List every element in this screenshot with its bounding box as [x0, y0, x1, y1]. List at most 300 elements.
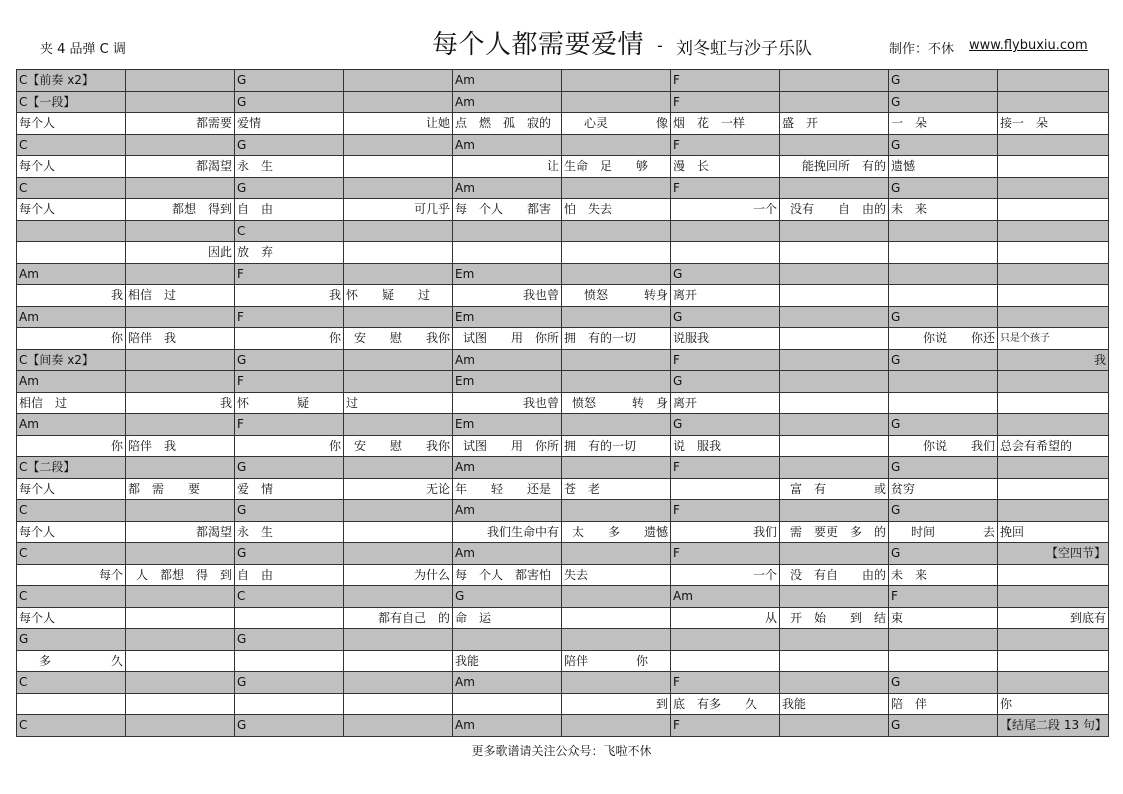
- lyric-cell: 我: [17, 285, 126, 307]
- chord-cell: [998, 500, 1109, 522]
- lyric-cell: 漫 长: [671, 156, 780, 178]
- chord-cell: G: [671, 414, 780, 436]
- lyric-cell: 永 生: [235, 522, 344, 544]
- chord-cell: G: [235, 350, 344, 372]
- lyric-cell: 让: [453, 156, 562, 178]
- chord-cell: [889, 371, 998, 393]
- lyric-cell: [780, 436, 889, 458]
- lyric-cell: 富 有 或: [780, 479, 889, 501]
- chord-cell: [126, 70, 235, 92]
- lyric-cell: 说服我: [671, 328, 780, 350]
- chord-cell: F: [671, 672, 780, 694]
- chord-cell: [453, 629, 562, 651]
- lyric-cell: [998, 156, 1109, 178]
- lyric-cell: [780, 242, 889, 264]
- lyric-cell: 都渴望: [126, 156, 235, 178]
- lyric-cell: 烟 花 一样: [671, 113, 780, 135]
- lyric-cell: 离开: [671, 393, 780, 415]
- chord-cell: 我: [998, 350, 1109, 372]
- chord-sheet-grid: [16, 69, 1109, 737]
- chord-cell: [344, 500, 453, 522]
- footer-note: 更多歌谱请关注公众号：飞啦不休: [471, 744, 652, 758]
- chord-cell: G: [889, 414, 998, 436]
- lyric-cell: 拥 有的一切: [562, 436, 671, 458]
- lyric-cell: 愤怒 转身: [562, 285, 671, 307]
- chord-cell: [126, 586, 235, 608]
- lyric-row: [17, 436, 1109, 458]
- chord-cell: C: [17, 715, 126, 737]
- chord-cell: [344, 135, 453, 157]
- chord-cell: [562, 264, 671, 286]
- chord-cell: [780, 543, 889, 565]
- chord-cell: C: [17, 543, 126, 565]
- chord-cell: F: [235, 371, 344, 393]
- chord-cell: [126, 500, 235, 522]
- chord-cell: G: [235, 715, 344, 737]
- chord-cell: [998, 629, 1109, 651]
- chord-cell: F: [671, 500, 780, 522]
- chord-cell: G: [235, 135, 344, 157]
- lyric-cell: 束: [889, 608, 998, 630]
- chord-row: [17, 414, 1109, 436]
- lyric-cell: 失去: [562, 565, 671, 587]
- lyric-cell: 心灵 像: [562, 113, 671, 135]
- lyric-cell: 离开: [671, 285, 780, 307]
- chord-cell: F: [671, 457, 780, 479]
- lyric-cell: 人 都想 得 到: [126, 565, 235, 587]
- chord-cell: [998, 92, 1109, 114]
- lyric-cell: 每个: [17, 565, 126, 587]
- chord-cell: [562, 135, 671, 157]
- chord-cell: G: [235, 457, 344, 479]
- chord-cell: F: [235, 414, 344, 436]
- chord-cell: [126, 715, 235, 737]
- sheet-header: [0, 0, 1123, 66]
- chord-cell: [17, 221, 126, 243]
- chord-cell: [344, 178, 453, 200]
- chord-cell: [562, 221, 671, 243]
- lyric-cell: 我: [235, 285, 344, 307]
- chord-row: [17, 70, 1109, 92]
- chord-cell: [344, 672, 453, 694]
- chord-cell: [562, 307, 671, 329]
- chord-cell: [126, 221, 235, 243]
- chord-cell: C【一段】: [17, 92, 126, 114]
- lyric-row: [17, 694, 1109, 716]
- lyric-cell: [998, 242, 1109, 264]
- lyric-cell: 到: [562, 694, 671, 716]
- chord-cell: G: [889, 307, 998, 329]
- chord-cell: [889, 221, 998, 243]
- chord-cell: [344, 629, 453, 651]
- chord-cell: Am: [17, 307, 126, 329]
- chord-cell: [780, 70, 889, 92]
- lyric-cell: 怀 疑 过: [344, 285, 453, 307]
- lyric-cell: [235, 694, 344, 716]
- chord-cell: [562, 543, 671, 565]
- chord-cell: G: [889, 500, 998, 522]
- chord-row: [17, 629, 1109, 651]
- chord-cell: [780, 92, 889, 114]
- chord-row: [17, 457, 1109, 479]
- chord-cell: Em: [453, 414, 562, 436]
- lyric-cell: 盛 开: [780, 113, 889, 135]
- lyric-cell: 每个人: [17, 199, 126, 221]
- chord-cell: C【前奏 x2】: [17, 70, 126, 92]
- lyric-cell: 能挽回所 有的: [780, 156, 889, 178]
- chord-cell: [126, 457, 235, 479]
- lyric-cell: 为什么: [344, 565, 453, 587]
- chord-cell: Am: [453, 70, 562, 92]
- chord-cell: [780, 264, 889, 286]
- chord-cell: Em: [453, 264, 562, 286]
- lyric-cell: [998, 393, 1109, 415]
- lyric-row: [17, 242, 1109, 264]
- chord-cell: [998, 70, 1109, 92]
- chord-row: [17, 371, 1109, 393]
- chord-cell: [998, 457, 1109, 479]
- chord-cell: F: [889, 586, 998, 608]
- lyric-cell: 多 久: [17, 651, 126, 673]
- lyric-cell: 永 生: [235, 156, 344, 178]
- chord-cell: 【空四节】: [998, 543, 1109, 565]
- lyric-cell: [780, 328, 889, 350]
- lyric-cell: 爱 情: [235, 479, 344, 501]
- lyric-cell: 你说 你还: [889, 328, 998, 350]
- chord-cell: C: [17, 135, 126, 157]
- lyric-cell: 每个人: [17, 479, 126, 501]
- chord-cell: [562, 350, 671, 372]
- chord-cell: [562, 715, 671, 737]
- lyric-cell: 都渴望: [126, 522, 235, 544]
- chord-cell: 【结尾二段 13 句】: [998, 715, 1109, 737]
- chord-cell: G: [17, 629, 126, 651]
- chord-cell: F: [671, 70, 780, 92]
- chord-cell: G: [671, 371, 780, 393]
- lyric-cell: [126, 608, 235, 630]
- lyric-cell: 我: [126, 393, 235, 415]
- lyric-cell: [126, 694, 235, 716]
- chord-cell: Am: [453, 135, 562, 157]
- chord-cell: C: [17, 500, 126, 522]
- chord-cell: [126, 543, 235, 565]
- chord-cell: [998, 264, 1109, 286]
- lyric-cell: 生命 足 够: [562, 156, 671, 178]
- lyric-cell: 一个: [671, 565, 780, 587]
- lyric-cell: [453, 694, 562, 716]
- lyric-cell: [889, 242, 998, 264]
- chord-row: [17, 221, 1109, 243]
- chord-cell: Em: [453, 307, 562, 329]
- chord-cell: C【间奏 x2】: [17, 350, 126, 372]
- chord-cell: C: [17, 178, 126, 200]
- chord-cell: Am: [453, 178, 562, 200]
- chord-cell: Am: [453, 457, 562, 479]
- chord-row: [17, 715, 1109, 737]
- lyric-cell: [889, 651, 998, 673]
- lyric-cell: 相信 过: [126, 285, 235, 307]
- chord-cell: [780, 414, 889, 436]
- chord-cell: F: [671, 135, 780, 157]
- chord-cell: F: [671, 178, 780, 200]
- lyric-cell: 都 需 要: [126, 479, 235, 501]
- lyric-row: [17, 479, 1109, 501]
- lyric-cell: 每 个人 都害怕: [453, 565, 562, 587]
- lyric-cell: 陪伴 我: [126, 436, 235, 458]
- chord-cell: G: [671, 264, 780, 286]
- lyric-cell: [235, 651, 344, 673]
- chord-cell: [126, 629, 235, 651]
- chord-cell: Am: [453, 350, 562, 372]
- lyric-row: [17, 393, 1109, 415]
- chord-cell: [889, 629, 998, 651]
- lyric-cell: 怀 疑: [235, 393, 344, 415]
- lyric-cell: 说 服我: [671, 436, 780, 458]
- song-title: 每个人都需要爱情: [432, 30, 645, 60]
- chord-cell: Am: [17, 414, 126, 436]
- lyric-cell: 自 由: [235, 199, 344, 221]
- lyric-row: [17, 565, 1109, 587]
- lyric-row: [17, 285, 1109, 307]
- lyric-cell: 每个人: [17, 522, 126, 544]
- lyric-cell: 你: [235, 328, 344, 350]
- lyric-cell: 开 始 到 结: [780, 608, 889, 630]
- lyric-cell: [780, 651, 889, 673]
- chord-row: [17, 586, 1109, 608]
- lyric-cell: [17, 242, 126, 264]
- lyric-cell: 让她: [344, 113, 453, 135]
- lyric-cell: [344, 156, 453, 178]
- chord-cell: [126, 92, 235, 114]
- chord-cell: [344, 70, 453, 92]
- lyric-cell: [671, 479, 780, 501]
- chord-cell: [126, 672, 235, 694]
- lyric-cell: 爱情: [235, 113, 344, 135]
- lyric-cell: [671, 651, 780, 673]
- chord-cell: G: [235, 672, 344, 694]
- chord-cell: G: [889, 178, 998, 200]
- chord-cell: [671, 221, 780, 243]
- lyric-cell: [780, 285, 889, 307]
- lyric-cell: [998, 285, 1109, 307]
- chord-row: [17, 135, 1109, 157]
- chord-cell: [889, 264, 998, 286]
- lyric-cell: [889, 285, 998, 307]
- chord-cell: [344, 350, 453, 372]
- chord-cell: Am: [453, 92, 562, 114]
- lyric-cell: 每 个人 都害: [453, 199, 562, 221]
- chord-cell: [344, 414, 453, 436]
- lyric-cell: [889, 393, 998, 415]
- chord-cell: G: [235, 70, 344, 92]
- chord-cell: [780, 500, 889, 522]
- chord-cell: G: [235, 178, 344, 200]
- lyric-cell: [126, 651, 235, 673]
- chord-row: [17, 543, 1109, 565]
- lyric-cell: [780, 393, 889, 415]
- lyric-cell: 每个人: [17, 608, 126, 630]
- lyric-cell: 一 朵: [889, 113, 998, 135]
- chord-cell: C: [235, 586, 344, 608]
- lyric-cell: [998, 199, 1109, 221]
- chord-cell: Am: [453, 500, 562, 522]
- chord-cell: F: [235, 307, 344, 329]
- chord-cell: G: [671, 307, 780, 329]
- chord-cell: [780, 221, 889, 243]
- chord-cell: G: [889, 543, 998, 565]
- lyric-cell: 放 弃: [235, 242, 344, 264]
- lyric-cell: 都有自己 的: [344, 608, 453, 630]
- lyric-cell: 太 多 遗憾: [562, 522, 671, 544]
- lyric-cell: 你说 我们: [889, 436, 998, 458]
- lyric-cell: 到底有: [998, 608, 1109, 630]
- chord-cell: G: [889, 92, 998, 114]
- lyric-cell: 贫穷: [889, 479, 998, 501]
- lyric-cell: 命 运: [453, 608, 562, 630]
- chord-cell: G: [889, 350, 998, 372]
- chord-cell: [780, 586, 889, 608]
- chord-cell: Am: [671, 586, 780, 608]
- lyric-cell: [344, 651, 453, 673]
- lyric-cell: 无论: [344, 479, 453, 501]
- chord-cell: [344, 307, 453, 329]
- lyric-cell: 我们: [671, 522, 780, 544]
- chord-cell: [126, 350, 235, 372]
- lyric-cell: 从: [671, 608, 780, 630]
- chord-cell: C: [17, 672, 126, 694]
- chord-cell: Am: [453, 672, 562, 694]
- chord-cell: G: [889, 672, 998, 694]
- lyric-cell: [344, 694, 453, 716]
- chord-cell: [344, 586, 453, 608]
- chord-cell: F: [671, 92, 780, 114]
- chord-cell: [344, 457, 453, 479]
- lyric-cell: 我能: [780, 694, 889, 716]
- chord-cell: [562, 672, 671, 694]
- lyric-cell: 陪伴 我: [126, 328, 235, 350]
- lyric-row: [17, 608, 1109, 630]
- chord-row: [17, 178, 1109, 200]
- lyric-cell: 安 慰 我你: [344, 436, 453, 458]
- chord-cell: G: [889, 715, 998, 737]
- chord-cell: Am: [17, 371, 126, 393]
- lyric-cell: 未 来: [889, 565, 998, 587]
- lyric-cell: 一个: [671, 199, 780, 221]
- chord-row: [17, 350, 1109, 372]
- chord-cell: [562, 414, 671, 436]
- lyric-cell: [453, 242, 562, 264]
- chord-cell: G: [235, 500, 344, 522]
- chord-cell: [780, 178, 889, 200]
- chord-cell: [126, 307, 235, 329]
- lyric-cell: 没 有自 由的: [780, 565, 889, 587]
- chord-cell: [562, 586, 671, 608]
- lyric-cell: 相信 过: [17, 393, 126, 415]
- chord-cell: G: [889, 457, 998, 479]
- title-separator: -: [657, 36, 663, 55]
- lyric-cell: 我也曾: [453, 393, 562, 415]
- chord-cell: [998, 414, 1109, 436]
- chord-cell: [671, 629, 780, 651]
- website-link[interactable]: www.flybuxiu.com: [969, 38, 1088, 53]
- lyric-cell: 试图 用 你所: [453, 328, 562, 350]
- lyric-cell: 苍 老: [562, 479, 671, 501]
- chord-cell: [780, 672, 889, 694]
- chord-cell: [780, 135, 889, 157]
- chord-cell: [562, 500, 671, 522]
- lyric-row: [17, 522, 1109, 544]
- lyric-cell: 只是个孩子: [998, 328, 1109, 350]
- lyric-cell: 我也曾: [453, 285, 562, 307]
- lyric-cell: [344, 522, 453, 544]
- lyric-row: [17, 199, 1109, 221]
- lyric-cell: 因此: [126, 242, 235, 264]
- lyric-cell: 我能: [453, 651, 562, 673]
- lyric-cell: 怕 失去: [562, 199, 671, 221]
- lyric-cell: 拥 有的一切: [562, 328, 671, 350]
- chord-cell: F: [671, 350, 780, 372]
- artist-name: 刘冬虹与沙子乐队: [676, 39, 812, 59]
- chord-cell: [780, 350, 889, 372]
- lyric-cell: 安 慰 我你: [344, 328, 453, 350]
- chord-cell: [453, 221, 562, 243]
- lyric-row: [17, 328, 1109, 350]
- chord-cell: C: [17, 586, 126, 608]
- lyric-cell: 总会有希望的: [998, 436, 1109, 458]
- lyric-cell: 可几乎: [344, 199, 453, 221]
- lyric-cell: 需 要更 多 的: [780, 522, 889, 544]
- chord-cell: Am: [17, 264, 126, 286]
- lyric-cell: [671, 242, 780, 264]
- lyric-cell: 试图 用 你所: [453, 436, 562, 458]
- chord-cell: G: [235, 543, 344, 565]
- chord-cell: [998, 307, 1109, 329]
- lyric-cell: 都想 得到: [126, 199, 235, 221]
- capo-note: 夹 4 品弹 C 调: [40, 42, 126, 57]
- lyric-cell: [998, 479, 1109, 501]
- chord-cell: [126, 135, 235, 157]
- chord-cell: [344, 543, 453, 565]
- lyric-cell: [998, 565, 1109, 587]
- lyric-cell: 年 轻 还是: [453, 479, 562, 501]
- lyric-cell: [998, 651, 1109, 673]
- chord-row: [17, 92, 1109, 114]
- lyric-cell: 你: [17, 328, 126, 350]
- chord-cell: [998, 178, 1109, 200]
- chord-cell: [562, 371, 671, 393]
- lyric-cell: [17, 694, 126, 716]
- chord-cell: C: [235, 221, 344, 243]
- chord-cell: Am: [453, 543, 562, 565]
- lyric-row: [17, 156, 1109, 178]
- lyric-row: [17, 651, 1109, 673]
- chord-cell: [780, 371, 889, 393]
- lyric-cell: [562, 242, 671, 264]
- chord-cell: [998, 371, 1109, 393]
- chord-cell: [998, 586, 1109, 608]
- chord-cell: F: [671, 715, 780, 737]
- lyric-cell: 每个人: [17, 113, 126, 135]
- lyric-cell: [344, 242, 453, 264]
- chord-cell: [344, 92, 453, 114]
- chord-cell: [562, 457, 671, 479]
- lyric-row: [17, 113, 1109, 135]
- lyric-cell: 底 有多 久: [671, 694, 780, 716]
- chord-cell: [562, 92, 671, 114]
- chord-cell: [344, 221, 453, 243]
- chord-cell: [126, 414, 235, 436]
- chord-cell: [562, 70, 671, 92]
